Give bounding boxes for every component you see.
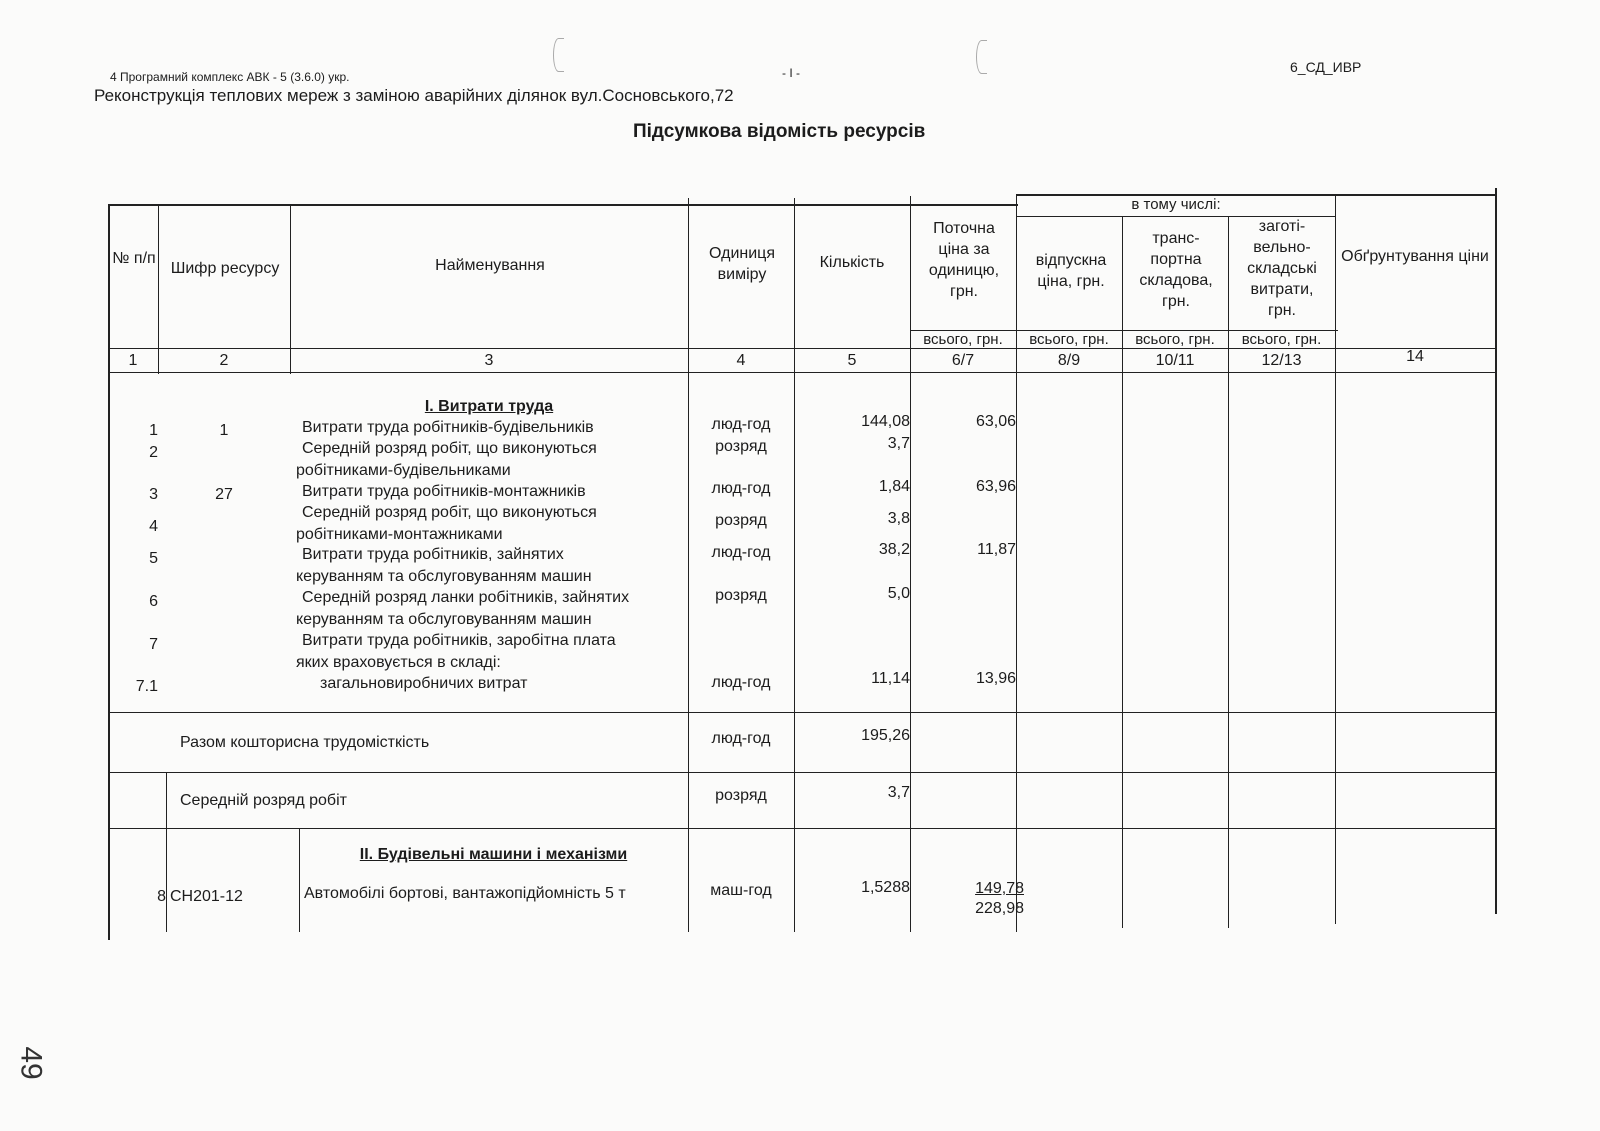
- row-name: Середній розряд робіт, що виконуються: [302, 504, 597, 521]
- row-name: Витрати труда робітників-будівельників: [302, 419, 594, 436]
- row-unit: люд-год: [711, 674, 771, 691]
- col-code-header: Шифр ресурсу: [170, 260, 280, 277]
- row-price: 13,96: [975, 670, 1016, 687]
- labor-total-qty: 195,26: [861, 727, 910, 744]
- row-name-cont: робітниками-монтажниками: [296, 526, 503, 543]
- scan-arc-left: [553, 38, 564, 72]
- row-name-cont: керуванням та обслуговуванням машин: [296, 611, 592, 628]
- col-index: 12/13: [1261, 352, 1302, 369]
- row-price: 11,87: [977, 541, 1016, 558]
- row-qty: 3,7: [887, 435, 910, 452]
- row-qty: 1,5288: [861, 879, 910, 896]
- row-name: Витрати труда робітників, зайнятих: [302, 546, 564, 563]
- row-unit: люд-год: [711, 480, 771, 497]
- col-index: 2: [219, 352, 229, 369]
- col-index: 6/7: [951, 352, 975, 369]
- row-qty: 144,08: [861, 413, 910, 430]
- col-unit-header: Одиниця виміру: [709, 245, 775, 283]
- row-qty: 5,0: [887, 585, 910, 602]
- row-number: 8: [157, 888, 166, 905]
- row-name-cont: яких враховується в складі:: [296, 654, 501, 671]
- row-price-secondary: 228,98: [975, 900, 1024, 917]
- row-number: 5: [149, 550, 158, 567]
- row-price: 63,96: [975, 478, 1016, 495]
- row-number: 4: [149, 518, 158, 535]
- total-label-transport: всього, грн.: [1135, 331, 1215, 348]
- page-title: Підсумкова відомість ресурсів: [633, 121, 926, 142]
- average-grade-unit: розряд: [715, 787, 767, 804]
- total-label-price: всього, грн.: [923, 331, 1003, 348]
- labor-total-label: Разом кошторисна трудомісткість: [180, 734, 430, 751]
- section-title: II. Будівельні машини і механізми: [359, 846, 628, 863]
- row-name: Витрати труда робітників-монтажників: [302, 483, 586, 500]
- row-name: Витрати труда робітників, заробітна плата: [302, 632, 616, 649]
- total-label-sale: всього, грн.: [1029, 331, 1109, 348]
- row-number: 1: [149, 422, 158, 439]
- row-number: 6: [149, 593, 158, 610]
- row-price: 63,06: [975, 413, 1016, 430]
- col-number-header: № п/п: [112, 250, 156, 267]
- row-price: 149,78: [975, 880, 1024, 897]
- row-name: Автомобілі бортові, вантажопідйомність 5 т: [304, 885, 626, 902]
- handwritten-page-note: 49: [14, 1046, 48, 1080]
- row-unit: розряд: [715, 587, 767, 604]
- row-qty: 38,2: [878, 541, 910, 558]
- row-number: 3: [149, 486, 158, 503]
- row-number: 2: [149, 444, 158, 461]
- row-name-cont: робітниками-будівельниками: [296, 462, 511, 479]
- total-label-storage: всього, грн.: [1241, 331, 1322, 348]
- average-grade-qty: 3,7: [887, 784, 910, 801]
- row-qty: 11,14: [871, 670, 910, 687]
- row-unit: маш-год: [710, 882, 772, 899]
- row-name: Середній розряд робіт, що виконуються: [302, 440, 597, 457]
- resource-table: [108, 198, 1500, 940]
- page-number: - I -: [782, 66, 800, 80]
- section-title: I. Витрати труда: [424, 398, 554, 415]
- row-code: 1: [219, 422, 229, 439]
- row-unit: розряд: [715, 438, 767, 455]
- row-code: 27: [215, 486, 233, 503]
- row-qty: 3,8: [887, 510, 910, 527]
- project-title: Реконструкція теплових мереж з заміною аварійних ділянок вул.Сосновського,72: [94, 86, 734, 105]
- row-unit: люд-год: [711, 416, 771, 433]
- row-name: Середній розряд ланки робітників, зайнятих: [302, 589, 630, 606]
- row-unit: розряд: [715, 512, 767, 529]
- col-index: 14: [1406, 348, 1424, 365]
- software-label: 4 Програмний комплекс АВК - 5 (3.6.0) укр.: [110, 70, 350, 84]
- col-justification-header: Обґрунтування ціни: [1341, 248, 1489, 265]
- col-name-header: Найменування: [435, 257, 545, 274]
- col-index: 1: [128, 352, 138, 369]
- col-index: 8/9: [1057, 352, 1081, 369]
- col-storage-header: заготі-вельно-складські витрати, грн.: [1247, 218, 1317, 319]
- row-code: СН201-12: [170, 888, 243, 905]
- row-unit: люд-год: [711, 544, 771, 561]
- row-qty: 1,84: [878, 478, 910, 495]
- col-index: 5: [847, 352, 857, 369]
- col-sale-price-header: відпускна ціна, грн.: [1035, 252, 1107, 290]
- col-index: 4: [736, 352, 746, 369]
- col-transport-header: транс-портна складова, грн.: [1139, 230, 1213, 310]
- row-number: 7.1: [135, 678, 158, 695]
- col-index: 10/11: [1155, 352, 1195, 369]
- row-number: 7: [149, 636, 158, 653]
- row-name: загальновиробничих витрат: [320, 675, 528, 692]
- average-grade-label: Середній розряд робіт: [180, 792, 347, 809]
- col-price-header: Поточна ціна за одиницю, грн.: [928, 220, 1000, 300]
- col-index: 3: [484, 352, 494, 369]
- col-including-header: в тому числі:: [1131, 196, 1221, 213]
- document-code: 6_СД_ИВР: [1290, 59, 1362, 75]
- scan-arc-right: [976, 40, 987, 74]
- col-qty-header: Кількість: [819, 254, 885, 271]
- labor-total-unit: люд-год: [711, 730, 771, 747]
- row-name-cont: керуванням та обслуговуванням машин: [296, 568, 592, 585]
